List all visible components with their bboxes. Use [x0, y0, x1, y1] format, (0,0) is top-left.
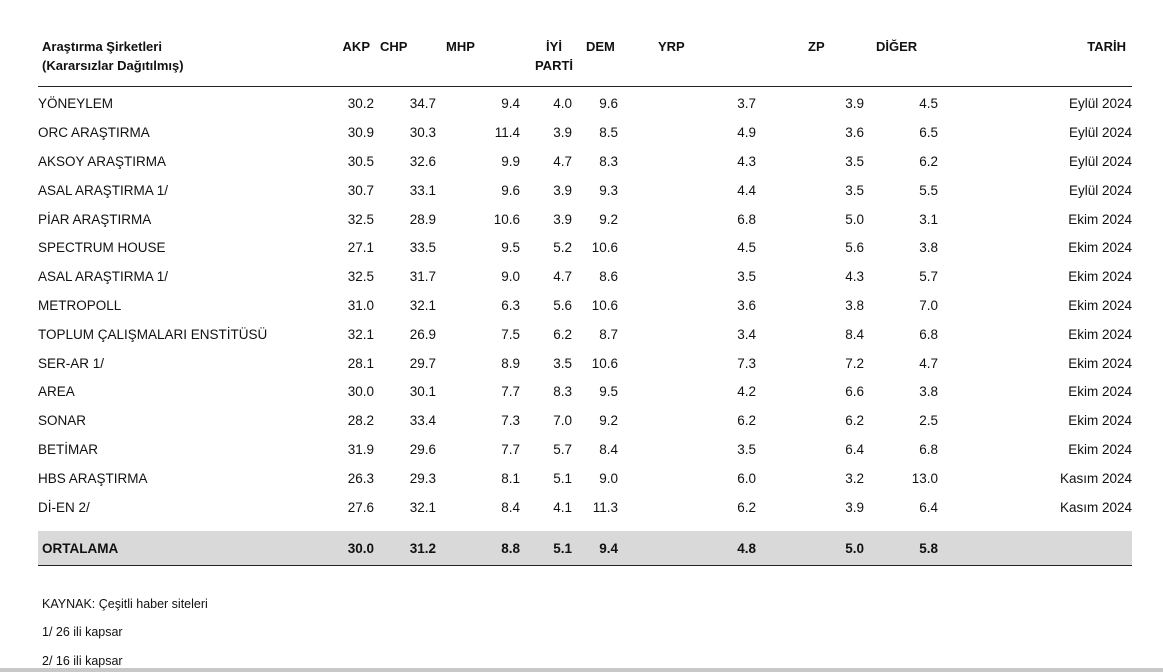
cell-akp: 27.1 — [347, 240, 374, 256]
cell-tarih: Ekim 2024 — [1068, 240, 1132, 256]
cell-yrp: 4.9 — [737, 125, 756, 141]
average-section — [38, 521, 1132, 566]
cell-diger: 13.0 — [911, 470, 938, 486]
cell-akp: 31.9 — [347, 441, 374, 457]
cell-yrp: 3.5 — [737, 269, 756, 285]
cell-yrp: 6.2 — [737, 413, 756, 429]
average-diger: 5.8 — [864, 531, 938, 566]
cell-chp: 32.1 — [409, 297, 436, 313]
cell-akp: 30.7 — [347, 182, 374, 198]
average-dem: 9.4 — [580, 531, 642, 566]
cell-mhp: 7.5 — [501, 326, 520, 342]
header-mhp: MHP — [440, 30, 528, 86]
cell-dem: 10.6 — [591, 297, 618, 313]
cell-chp: 31.7 — [409, 269, 436, 285]
cell-dem: 9.2 — [599, 413, 618, 429]
cell-dem: 9.5 — [599, 384, 618, 400]
cell-mhp: 8.4 — [501, 499, 520, 515]
cell-tarih: Ekim 2024 — [1068, 211, 1132, 227]
table-row — [38, 176, 1132, 205]
cell-yrp: 6.2 — [737, 499, 756, 515]
cell-zp: 3.2 — [845, 470, 864, 486]
cell-iyi: 5.2 — [553, 240, 572, 256]
cell-mhp: 7.7 — [501, 384, 520, 400]
cell-chp: 33.5 — [409, 240, 436, 256]
cell-name: HBS ARAŞTIRMA — [38, 470, 148, 486]
cell-chp: 29.7 — [409, 355, 436, 371]
cell-name: ASAL ARAŞTIRMA 1/ — [38, 182, 169, 198]
average-tarih — [938, 531, 1132, 566]
cell-mhp: 9.4 — [501, 96, 520, 112]
cell-dem: 8.7 — [599, 326, 618, 342]
table-row — [38, 320, 1132, 349]
cell-mhp: 6.3 — [501, 297, 520, 313]
header-chp: CHP — [380, 30, 440, 86]
average-akp: 30.0 — [308, 531, 380, 566]
cell-name: ASAL ARAŞTIRMA 1/ — [38, 269, 169, 285]
cell-chp: 28.9 — [409, 211, 436, 227]
cell-chp: 34.7 — [409, 96, 436, 112]
source-note: KAYNAK: Çeşitli haber siteleri — [42, 597, 208, 611]
cell-tarih: Eylül 2024 — [1068, 153, 1132, 169]
average-iyi: 5.1 — [528, 531, 580, 566]
cell-name: SPECTRUM HOUSE — [38, 240, 166, 256]
cell-dem: 10.6 — [591, 240, 618, 256]
cell-zp: 3.8 — [845, 297, 864, 313]
cell-chp: 29.6 — [409, 441, 436, 457]
cell-chp: 33.1 — [409, 182, 436, 198]
average-yrp: 4.8 — [642, 531, 758, 566]
cell-mhp: 9.6 — [501, 182, 520, 198]
cell-dem: 8.3 — [599, 153, 618, 169]
header-iyi-line2: PARTİ — [534, 58, 574, 73]
cell-tarih: Kasım 2024 — [1059, 499, 1132, 515]
cell-name: METROPOLL — [38, 297, 122, 313]
cell-akp: 30.2 — [347, 96, 374, 112]
table-row — [38, 262, 1132, 291]
cell-zp: 5.6 — [845, 240, 864, 256]
cell-dem: 8.4 — [599, 441, 618, 457]
cell-dem: 11.3 — [592, 499, 618, 515]
cell-akp: 32.1 — [347, 326, 374, 342]
cell-iyi: 4.7 — [553, 153, 572, 169]
cell-mhp: 7.7 — [501, 441, 520, 457]
header-akp: AKP — [308, 30, 380, 86]
cell-chp: 30.1 — [409, 384, 436, 400]
cell-akp: 30.0 — [347, 384, 374, 400]
cell-yrp: 3.4 — [737, 326, 756, 342]
table-row — [38, 349, 1132, 378]
cell-yrp: 4.4 — [737, 182, 756, 198]
header-zp: ZP — [758, 30, 864, 86]
cell-name: YÖNEYLEM — [38, 96, 114, 112]
table-row — [38, 118, 1132, 147]
cell-zp: 6.6 — [845, 384, 864, 400]
cell-mhp: 11.4 — [494, 125, 520, 141]
cell-iyi: 3.5 — [553, 355, 572, 371]
cell-tarih: Eylül 2024 — [1068, 182, 1132, 198]
header-company-line2: (Kararsızlar Dağıtılmış) — [42, 58, 184, 73]
cell-chp: 33.4 — [409, 413, 436, 429]
cell-tarih: Eylül 2024 — [1068, 125, 1132, 141]
cell-zp: 6.2 — [845, 413, 864, 429]
cell-chp: 26.9 — [409, 326, 436, 342]
cell-dem: 8.6 — [599, 269, 618, 285]
cell-tarih: Eylül 2024 — [1068, 96, 1132, 112]
cell-zp: 3.6 — [845, 125, 864, 141]
cell-iyi: 4.7 — [553, 269, 572, 285]
table-row — [38, 147, 1132, 176]
cell-zp: 7.2 — [845, 355, 864, 371]
cell-diger: 7.0 — [919, 297, 938, 313]
cell-dem: 10.6 — [591, 355, 618, 371]
cell-tarih: Ekim 2024 — [1068, 269, 1132, 285]
cell-akp: 27.6 — [347, 499, 374, 515]
cell-chp: 30.3 — [409, 125, 436, 141]
cell-diger: 6.5 — [919, 125, 938, 141]
cell-diger: 2.5 — [919, 413, 938, 429]
cell-name: SONAR — [38, 413, 87, 429]
cell-akp: 31.0 — [347, 297, 374, 313]
cell-iyi: 3.9 — [553, 211, 572, 227]
cell-yrp: 4.2 — [737, 384, 756, 400]
cell-diger: 5.5 — [919, 182, 938, 198]
cell-tarih: Ekim 2024 — [1068, 326, 1132, 342]
cell-diger: 3.1 — [919, 211, 938, 227]
header-company-line1: Araştırma Şirketleri — [42, 39, 162, 54]
cell-iyi: 5.1 — [553, 470, 572, 486]
cell-zp: 8.4 — [845, 326, 864, 342]
average-label: ORTALAMA — [38, 531, 308, 566]
footnote-2: 2/ 16 ili kapsar — [42, 654, 123, 668]
table-row — [38, 205, 1132, 234]
table-row — [38, 464, 1132, 493]
cell-akp: 30.9 — [347, 125, 374, 141]
table-row — [38, 291, 1132, 320]
cell-name: AREA — [38, 384, 75, 400]
cell-diger: 5.7 — [919, 269, 938, 285]
cell-diger: 3.8 — [919, 384, 938, 400]
cell-zp: 3.9 — [845, 499, 864, 515]
average-mhp: 8.8 — [440, 531, 528, 566]
cell-name: BETİMAR — [38, 441, 99, 457]
cell-tarih: Ekim 2024 — [1068, 441, 1132, 457]
cell-name: AKSOY ARAŞTIRMA — [38, 153, 167, 169]
cell-tarih: Ekim 2024 — [1068, 355, 1132, 371]
cell-yrp: 6.8 — [737, 211, 756, 227]
header-diger: DİĞER — [864, 30, 938, 86]
cell-mhp: 9.9 — [501, 153, 520, 169]
cell-dem: 8.5 — [599, 125, 618, 141]
cell-diger: 4.5 — [919, 96, 938, 112]
table-row — [38, 377, 1132, 406]
cell-iyi: 5.6 — [553, 297, 572, 313]
cell-tarih: Kasım 2024 — [1059, 470, 1132, 486]
cell-yrp: 4.5 — [737, 240, 756, 256]
cell-akp: 32.5 — [347, 269, 374, 285]
average-chp: 31.2 — [380, 531, 440, 566]
cell-iyi: 4.1 — [553, 499, 572, 515]
cell-mhp: 8.9 — [501, 355, 520, 371]
header-company — [38, 30, 308, 86]
page-bottom-edge — [0, 668, 1163, 672]
cell-mhp: 9.5 — [501, 240, 520, 256]
cell-name: SER-AR 1/ — [38, 355, 105, 371]
cell-yrp: 7.3 — [737, 355, 756, 371]
cell-yrp: 3.5 — [737, 441, 756, 457]
cell-zp: 4.3 — [845, 269, 864, 285]
cell-mhp: 9.0 — [501, 269, 520, 285]
cell-chp: 32.6 — [409, 153, 436, 169]
cell-name: PİAR ARAŞTIRMA — [38, 211, 152, 227]
average-row — [38, 531, 1132, 566]
cell-mhp: 10.6 — [493, 211, 520, 227]
cell-yrp: 3.6 — [737, 297, 756, 313]
cell-name: Dİ-EN 2/ — [38, 499, 90, 515]
cell-dem: 9.2 — [599, 211, 618, 227]
cell-diger: 3.8 — [919, 240, 938, 256]
table-row — [38, 406, 1132, 435]
footnote-1: 1/ 26 ili kapsar — [42, 625, 123, 639]
header-row — [38, 30, 1132, 86]
cell-yrp: 3.7 — [737, 96, 756, 112]
cell-akp: 28.1 — [347, 355, 374, 371]
cell-zp: 6.4 — [845, 441, 864, 457]
header-iyi-line1: İYİ — [546, 39, 562, 54]
cell-iyi: 5.7 — [553, 441, 572, 457]
table-row — [38, 435, 1132, 464]
cell-yrp: 4.3 — [737, 153, 756, 169]
cell-akp: 30.5 — [347, 153, 374, 169]
cell-tarih: Ekim 2024 — [1068, 413, 1132, 429]
cell-diger: 6.4 — [919, 499, 938, 515]
header-yrp: YRP — [642, 30, 758, 86]
cell-iyi: 6.2 — [553, 326, 572, 342]
cell-tarih: Ekim 2024 — [1068, 384, 1132, 400]
cell-name: TOPLUM ÇALIŞMALARI ENSTİTÜSÜ — [38, 326, 268, 342]
cell-dem: 9.0 — [599, 470, 618, 486]
cell-zp: 3.5 — [845, 182, 864, 198]
cell-iyi: 3.9 — [553, 125, 572, 141]
cell-dem: 9.6 — [599, 96, 618, 112]
cell-dem: 9.3 — [599, 182, 618, 198]
cell-yrp: 6.0 — [737, 470, 756, 486]
average-zp: 5.0 — [758, 531, 864, 566]
poll-table-body — [38, 86, 1132, 521]
header-iyi — [528, 30, 580, 86]
cell-chp: 29.3 — [409, 470, 436, 486]
cell-diger: 4.7 — [919, 355, 938, 371]
cell-diger: 6.8 — [919, 441, 938, 457]
cell-zp: 3.5 — [845, 153, 864, 169]
cell-akp: 26.3 — [347, 470, 374, 486]
table-row — [38, 233, 1132, 262]
cell-diger: 6.2 — [919, 153, 938, 169]
cell-iyi: 3.9 — [553, 182, 572, 198]
cell-diger: 6.8 — [919, 326, 938, 342]
cell-mhp: 7.3 — [501, 413, 520, 429]
header-dem: DEM — [580, 30, 642, 86]
table-row — [38, 493, 1132, 522]
table-row — [38, 90, 1132, 119]
cell-akp: 28.2 — [347, 413, 374, 429]
cell-iyi: 4.0 — [553, 96, 572, 112]
header-tarih: TARİH — [938, 30, 1132, 86]
cell-mhp: 8.1 — [501, 470, 520, 486]
cell-name: ORC ARAŞTIRMA — [38, 125, 150, 141]
cell-iyi: 7.0 — [553, 413, 572, 429]
cell-zp: 5.0 — [845, 211, 864, 227]
cell-zp: 3.9 — [845, 96, 864, 112]
cell-akp: 32.5 — [347, 211, 374, 227]
cell-iyi: 8.3 — [553, 384, 572, 400]
cell-chp: 32.1 — [409, 499, 436, 515]
poll-table — [38, 30, 1132, 566]
cell-tarih: Ekim 2024 — [1068, 297, 1132, 313]
